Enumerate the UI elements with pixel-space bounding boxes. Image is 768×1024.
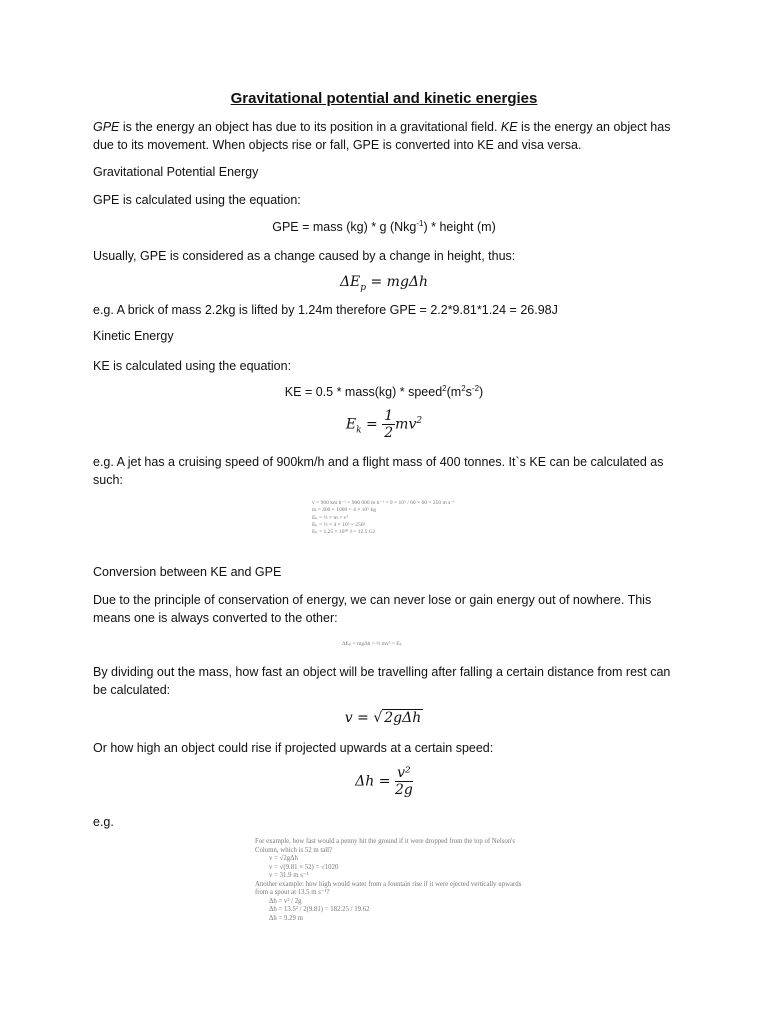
ke-formula: $E_k$ = $\frac{1}{2}$ $mv^2$: [345, 408, 423, 441]
ke-term: KE: [500, 120, 518, 134]
gpe-heading: Gravitational Potential Energy: [93, 165, 259, 179]
page-title: Gravitational potential and kinetic energies: [230, 90, 538, 107]
gpe-change-line: Usually, GPE is considered as a change caused by a change in height, thus:: [93, 249, 516, 263]
height-paragraph: Or how high an object could rise if projected upwards at a certain speed:: [93, 741, 494, 755]
conversion-equation-image: ΔEₚ = mgΔh = ½ mv² = Eₖ: [342, 641, 432, 651]
conversion-heading: Conversion between KE and GPE: [93, 565, 282, 579]
eg-label: e.g.: [93, 815, 114, 829]
gpe-intro-line: GPE is calculated using the equation:: [93, 193, 301, 207]
velocity-formula: v = √ 2gΔh: [344, 710, 422, 726]
intro-paragraph: [93, 118, 683, 154]
ke-intro-line: KE is calculated using the equation:: [93, 359, 292, 373]
gpe-word-equation: GPE = mass (kg) * g (Nkg$^{-1}$) * height (m): [272, 219, 496, 235]
intro-text-2: is the energy an object has due to its movement. When objects rise or fall, GPE is converted into KE and visa versa.: [93, 120, 671, 152]
ke-example: e.g. A jet has a cruising speed of 900km/h and a flight mass of 400 tonnes. It`s KE can be calculated as such:: [93, 455, 664, 487]
ke-heading: Kinetic Energy: [93, 329, 174, 343]
examples-image: For example, how fast would a penny hit the ground if it were dropped from the top of Nelson's Column, which is 52 m tall? v = √2gΔh v = √(9.81 × 52) = √1020 v = 31.9 m s⁻¹ Another example: how high would water from a fountain rise if it were ejected vertically upwards from a spout at 13.5 m s⁻¹? Δh = v² / 2g Δh = 13.5² / 2(9.81) = 182.25 / 19.62 Δh = 9.29 m: [255, 838, 515, 938]
ke-worked-example-image: v = 900 km h⁻¹ = 900 000 m h⁻¹ = 9 × 10⁵ / 60 × 60 = 250 m s⁻¹ m = 400 × 1000 = 4 × 10⁵ kg Eₖ = ½ × m × v² Eₖ = ½ × 4 × 10⁵ × 250² Eₖ = 1.25 × 10¹⁰ J = 12.5 GJ: [312, 500, 462, 548]
velocity-paragraph: By dividing out the mass, how fast an object will be travelling after falling a certain distance from rest can be calculated:: [93, 665, 671, 697]
gpe-formula: $\Delta E_p = mg\Delta h$: [339, 274, 429, 293]
gpe-example: e.g. A brick of mass 2.2kg is lifted by 1.24m therefore GPE = 2.2*9.81*1.24 = 26.98J: [93, 303, 558, 317]
conversion-paragraph: Due to the principle of conservation of energy, we can never lose or gain energy out of nowhere. This means one is always converted to the other:: [93, 593, 652, 625]
gpe-term: GPE: [93, 120, 120, 134]
intro-text-1: is the energy an object has due to its position in a gravitational field.: [119, 120, 501, 134]
ke-word-equation: KE = 0.5 * mass(kg) * $speed^2(m^2s^{-2})$: [284, 384, 484, 400]
height-formula: Δh = $\frac{\text{v²}}{2g}$: [355, 765, 413, 798]
